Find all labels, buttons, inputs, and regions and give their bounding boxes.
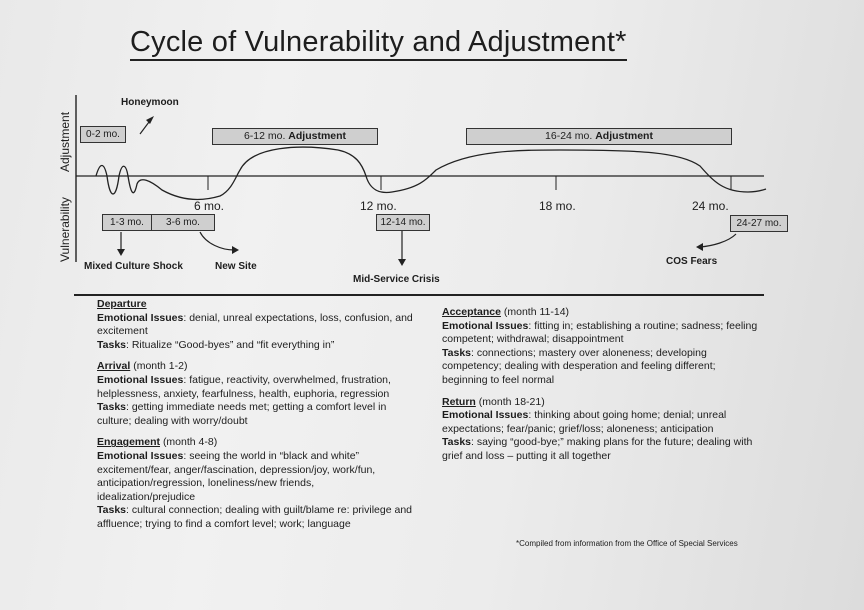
box-24-27-mo: 24-27 mo.: [730, 215, 788, 232]
box-3-6-mo: 3-6 mo.: [151, 214, 215, 231]
new-site-arrow: [200, 232, 234, 250]
tick-label-24: 24 mo.: [692, 199, 729, 213]
cos-fears-arrow: [700, 234, 736, 247]
tick-label-18: 18 mo.: [539, 199, 576, 213]
label-new-site: New Site: [215, 261, 257, 272]
vulnerability-axis-label: Vulnerability: [58, 197, 72, 262]
label-honeymoon: Honeymoon: [121, 97, 179, 108]
tick-label-12: 12 mo.: [360, 199, 397, 213]
box-16-24-adjustment: 16-24 mo. Adjustment: [466, 128, 732, 145]
adjustment-curve: [96, 147, 766, 199]
heading-return: Return: [442, 395, 476, 408]
heading-departure: Departure: [97, 298, 147, 310]
left-column: [97, 298, 415, 540]
page-title: Cycle of Vulnerability and Adjustment*: [130, 26, 730, 59]
heading-acceptance: Acceptance: [442, 306, 501, 318]
cycle-diagram: [0, 0, 864, 300]
box-1-3-mo: 1-3 mo.: [102, 214, 152, 231]
adjustment-axis-label: Adjustment: [58, 111, 72, 172]
box-6-12-adjustment: 6-12 mo. Adjustment: [212, 128, 378, 145]
tick-label-6: 6 mo.: [194, 199, 225, 213]
section-arrival: Arrival (month 1-2) Emotional Issues: fatigue, reactivity, overwhelmed, frustration, helplessness, anxiety, fearfulness, health, euphoria, regression Tasks: getting immediate needs met; getting a comfort level in culture; dealing with worry/doubt: [97, 360, 391, 427]
footnote: *Compiled from information from the Office of Special Services: [516, 539, 738, 548]
label-mid-service-crisis: Mid-Service Crisis: [353, 274, 440, 285]
heading-arrival: Arrival: [97, 360, 131, 373]
box-12-14-mo: 12-14 mo.: [376, 214, 430, 231]
section-engagement: Engagement (month 4-8) Emotional Issues: seeing the world in “black and white” excitement/fear, anger/fascination, depression/joy, work/fun, anticipation/regression, loneliness/new friends, idealization/prejudice Tasks: cultural connection; dealing with guilt/blame re: privilege and affluence; trying to find a comfort level; work; language: [97, 436, 412, 530]
label-cos-fears: COS Fears: [666, 256, 718, 267]
section-return: Return (month 18-21) Emotional Issues: thinking about going home; denial; unreal expectations; fear/panic; grief/loss; aloneness; anticipation Tasks: saying “good-bye;” making plans for the future; dealing with grief and loss – putting it all together: [442, 395, 753, 462]
heading-engagement: Engagement: [97, 436, 161, 449]
box-0-2-mo: 0-2 mo.: [80, 126, 126, 143]
label-mixed-culture-shock: Mixed Culture Shock: [84, 261, 183, 272]
right-column: [442, 306, 764, 472]
section-acceptance: Acceptance (month 11-14) Emotional Issues: fitting in; establishing a routine; sadness; feeling competent; withdrawal; disappointment Tasks: connections; mastery over aloneness; developing competency; dealing with desperation and feeling different; beginning to feel normal: [442, 306, 758, 386]
section-departure: Departure Emotional Issues: denial, unreal expectations, loss, confusion, and excitement Tasks: Ritualize “Good-byes” and “fit everything in”: [97, 298, 413, 351]
section-divider: [74, 294, 764, 296]
